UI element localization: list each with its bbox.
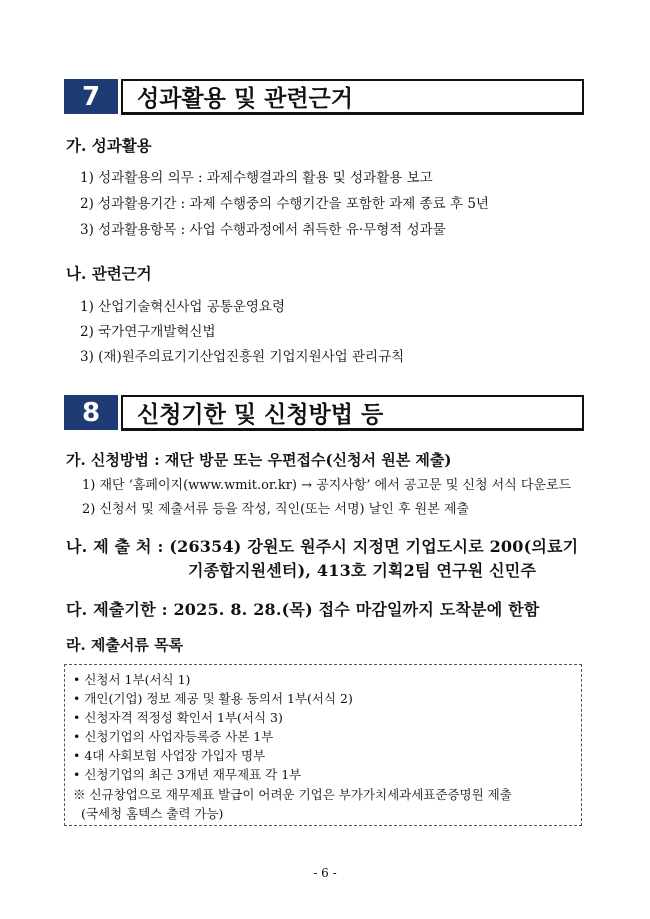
section-7-title: 성과활용 및 관련근거 <box>121 79 584 115</box>
list-item: • 신청서 1부(서식 1) <box>73 672 191 687</box>
list-item: • 개인(기업) 정보 제공 및 활용 동의서 1부(서식 2) <box>73 691 353 706</box>
section-8-number: 8 <box>64 395 118 430</box>
note-line: (국세청 홈텍스 출력 가능) <box>81 806 224 821</box>
submission-deadline: 다. 제출기한 : 2025. 8. 28.(목) 접수 마감일까지 도착분에 한함 <box>66 600 540 619</box>
submission-docs-box <box>64 664 582 826</box>
list-item: 2) 신청서 및 제출서류 등을 작성, 직인(또는 서명) 날인 후 원본 제출 <box>82 502 470 517</box>
submission-place-line2: 기종합지원센터), 413호 기획2팀 연구원 신민주 <box>188 561 537 580</box>
section-8-header <box>64 395 584 430</box>
list-item: • 신청기업의 최근 3개년 재무제표 각 1부 <box>73 767 302 782</box>
submission-place-line1: 나. 제 출 처 : (26354) 강원도 원주시 지정면 기업도시로 200(의료기 <box>66 537 579 556</box>
subsection-performance-use-title: 가. 성과활용 <box>66 136 152 155</box>
note-line: ※ 신규창업으로 재무제표 발급이 어려운 기업은 부가가치세과세표준증명원 제출 <box>73 787 512 802</box>
list-item: • 신청기업의 사업자등록증 사본 1부 <box>73 729 274 744</box>
list-item: • 4대 사회보험 사업장 가입자 명부 <box>73 748 266 763</box>
page-number: - 6 - <box>313 866 337 880</box>
list-item: 1) 산업기술혁신사업 공통운영요령 <box>80 299 286 315</box>
list-item: 2) 성과활용기간 : 과제 수행중의 수행기간을 포함한 과제 종료 후 5년 <box>80 196 489 212</box>
list-item: 3) 성과활용항목 : 사업 수행과정에서 취득한 유·무형적 성과물 <box>80 222 446 238</box>
subsection-legal-basis-title: 나. 관련근거 <box>66 264 152 283</box>
section-7-number: 7 <box>64 79 118 114</box>
submission-docs-title: 라. 제출서류 목록 <box>66 636 184 654</box>
list-item: • 신청자격 적정성 확인서 1부(서식 3) <box>73 710 283 725</box>
list-item: 1) 성과활용의 의무 : 과제수행결과의 활용 및 성과활용 보고 <box>80 170 433 186</box>
list-item: 3) (재)원주의료기기산업진흥원 기업지원사업 관리규칙 <box>80 349 405 365</box>
application-method-title: 가. 신청방법 : 재단 방문 또는 우편접수(신청서 원본 제출) <box>66 451 452 469</box>
list-item: 1) 재단 ‘홈페이지(www.wmit.or.kr) → 공지사항’ 에서 공고문 및 신청 서식 다운로드 <box>82 478 572 493</box>
section-8-title: 신청기한 및 신청방법 등 <box>121 395 584 431</box>
list-item: 2) 국가연구개발혁신법 <box>80 324 216 340</box>
section-7-header <box>64 79 584 114</box>
